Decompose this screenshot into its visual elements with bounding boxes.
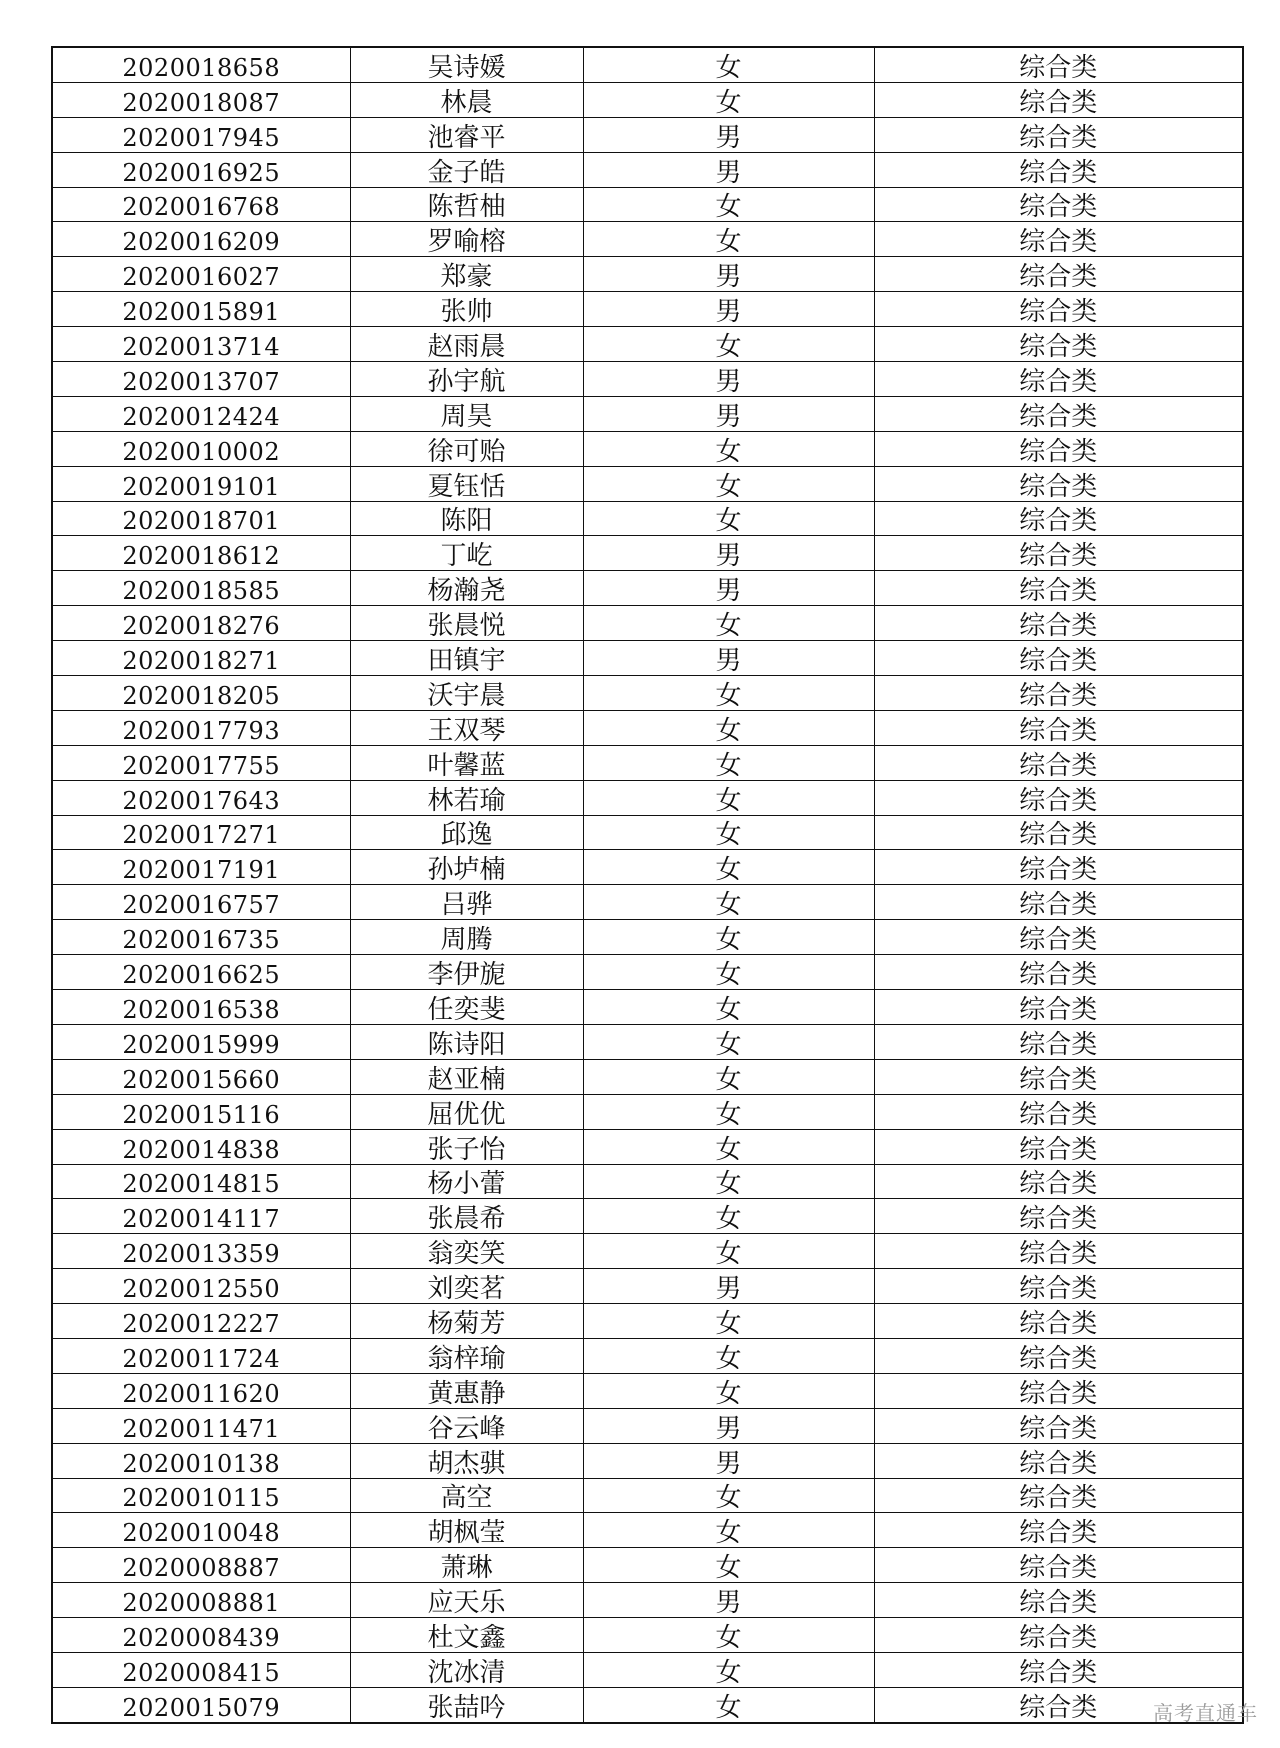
category-cell: 综合类 bbox=[874, 1478, 1243, 1513]
student-name-cell: 夏钰恬 bbox=[350, 466, 583, 501]
student-id-cell: 2020018276 bbox=[52, 606, 350, 641]
student-name-cell: 胡枫莹 bbox=[350, 1513, 583, 1548]
category-cell: 综合类 bbox=[874, 501, 1243, 536]
student-id-cell: 2020018271 bbox=[52, 641, 350, 676]
student-name-cell: 杨小蕾 bbox=[350, 1164, 583, 1199]
student-id-cell: 2020008415 bbox=[52, 1652, 350, 1687]
table-row bbox=[52, 780, 1243, 815]
gender-cell: 女 bbox=[583, 955, 874, 990]
table-row bbox=[52, 1687, 1243, 1722]
student-name-cell: 郑豪 bbox=[350, 257, 583, 292]
student-name-cell: 赵亚楠 bbox=[350, 1059, 583, 1094]
student-name-cell: 孙垆楠 bbox=[350, 850, 583, 885]
category-cell: 综合类 bbox=[874, 1338, 1243, 1373]
gender-cell: 女 bbox=[583, 327, 874, 362]
category-cell: 综合类 bbox=[874, 187, 1243, 222]
category-cell: 综合类 bbox=[874, 1164, 1243, 1199]
student-id-cell: 2020016735 bbox=[52, 920, 350, 955]
category-cell: 综合类 bbox=[874, 1304, 1243, 1339]
category-cell: 综合类 bbox=[874, 222, 1243, 257]
student-name-cell: 萧琳 bbox=[350, 1548, 583, 1583]
table-row bbox=[52, 1059, 1243, 1094]
student-id-cell: 2020018205 bbox=[52, 676, 350, 711]
category-cell: 综合类 bbox=[874, 676, 1243, 711]
student-id-cell: 2020010115 bbox=[52, 1478, 350, 1513]
student-name-cell: 张晨悦 bbox=[350, 606, 583, 641]
student-name-cell: 应天乐 bbox=[350, 1583, 583, 1618]
student-name-cell: 周昊 bbox=[350, 396, 583, 431]
table-body bbox=[52, 47, 1243, 1723]
student-name-cell: 翁奕笑 bbox=[350, 1234, 583, 1269]
gender-cell: 女 bbox=[583, 1338, 874, 1373]
table-row bbox=[52, 536, 1243, 571]
student-name-cell: 杜文鑫 bbox=[350, 1618, 583, 1653]
gender-cell: 女 bbox=[583, 1548, 874, 1583]
student-name-cell: 杨菊芳 bbox=[350, 1304, 583, 1339]
gender-cell: 女 bbox=[583, 1234, 874, 1269]
student-id-cell: 2020016925 bbox=[52, 152, 350, 187]
gender-cell: 女 bbox=[583, 1373, 874, 1408]
table-row bbox=[52, 1408, 1243, 1443]
category-cell: 综合类 bbox=[874, 117, 1243, 152]
category-cell: 综合类 bbox=[874, 780, 1243, 815]
table-row bbox=[52, 606, 1243, 641]
table-row bbox=[52, 1583, 1243, 1618]
gender-cell: 男 bbox=[583, 117, 874, 152]
gender-cell: 女 bbox=[583, 676, 874, 711]
student-id-cell: 2020018701 bbox=[52, 501, 350, 536]
student-name-cell: 吴诗媛 bbox=[350, 47, 583, 82]
category-cell: 综合类 bbox=[874, 1408, 1243, 1443]
table-row bbox=[52, 257, 1243, 292]
category-cell: 综合类 bbox=[874, 1687, 1243, 1722]
student-name-cell: 林晨 bbox=[350, 82, 583, 117]
category-cell: 综合类 bbox=[874, 1373, 1243, 1408]
student-name-cell: 孙宇航 bbox=[350, 362, 583, 397]
student-name-cell: 陈诗阳 bbox=[350, 1024, 583, 1059]
student-name-cell: 李伊旎 bbox=[350, 955, 583, 990]
category-cell: 综合类 bbox=[874, 466, 1243, 501]
category-cell: 综合类 bbox=[874, 292, 1243, 327]
gender-cell: 女 bbox=[583, 187, 874, 222]
category-cell: 综合类 bbox=[874, 327, 1243, 362]
student-name-cell: 陈哲柚 bbox=[350, 187, 583, 222]
student-id-cell: 2020010002 bbox=[52, 431, 350, 466]
category-cell: 综合类 bbox=[874, 1618, 1243, 1653]
student-name-cell: 叶馨蓝 bbox=[350, 745, 583, 780]
student-name-cell: 林若瑜 bbox=[350, 780, 583, 815]
category-cell: 综合类 bbox=[874, 1129, 1243, 1164]
gender-cell: 女 bbox=[583, 606, 874, 641]
table-row bbox=[52, 396, 1243, 431]
gender-cell: 男 bbox=[583, 362, 874, 397]
student-name-cell: 赵雨晨 bbox=[350, 327, 583, 362]
gender-cell: 女 bbox=[583, 1687, 874, 1722]
table-row bbox=[52, 1338, 1243, 1373]
student-id-cell: 2020012424 bbox=[52, 396, 350, 431]
gender-cell: 女 bbox=[583, 850, 874, 885]
table-row bbox=[52, 187, 1243, 222]
student-id-cell: 2020015999 bbox=[52, 1024, 350, 1059]
table-row bbox=[52, 1652, 1243, 1687]
student-name-cell: 屈优优 bbox=[350, 1094, 583, 1129]
student-id-cell: 2020019101 bbox=[52, 466, 350, 501]
student-id-cell: 2020014117 bbox=[52, 1199, 350, 1234]
gender-cell: 女 bbox=[583, 1094, 874, 1129]
student-id-cell: 2020018087 bbox=[52, 82, 350, 117]
gender-cell: 男 bbox=[583, 1583, 874, 1618]
table-row bbox=[52, 82, 1243, 117]
student-name-cell: 田镇宇 bbox=[350, 641, 583, 676]
gender-cell: 女 bbox=[583, 47, 874, 82]
category-cell: 综合类 bbox=[874, 885, 1243, 920]
gender-cell: 女 bbox=[583, 501, 874, 536]
table-row bbox=[52, 745, 1243, 780]
table-row bbox=[52, 117, 1243, 152]
category-cell: 综合类 bbox=[874, 955, 1243, 990]
category-cell: 综合类 bbox=[874, 850, 1243, 885]
student-id-cell: 2020016768 bbox=[52, 187, 350, 222]
student-id-cell: 2020018658 bbox=[52, 47, 350, 82]
table-row bbox=[52, 990, 1243, 1025]
table-row bbox=[52, 1618, 1243, 1653]
gender-cell: 女 bbox=[583, 1199, 874, 1234]
gender-cell: 女 bbox=[583, 885, 874, 920]
student-name-cell: 陈阳 bbox=[350, 501, 583, 536]
student-id-cell: 2020016625 bbox=[52, 955, 350, 990]
table-row bbox=[52, 1199, 1243, 1234]
student-name-cell: 金子皓 bbox=[350, 152, 583, 187]
gender-cell: 女 bbox=[583, 1024, 874, 1059]
table-row bbox=[52, 1024, 1243, 1059]
category-cell: 综合类 bbox=[874, 257, 1243, 292]
table-row bbox=[52, 222, 1243, 257]
table-row bbox=[52, 1129, 1243, 1164]
table-row bbox=[52, 292, 1243, 327]
student-id-cell: 2020014838 bbox=[52, 1129, 350, 1164]
student-name-cell: 张子怡 bbox=[350, 1129, 583, 1164]
table-row bbox=[52, 362, 1243, 397]
student-list-table bbox=[51, 46, 1244, 1724]
category-cell: 综合类 bbox=[874, 431, 1243, 466]
category-cell: 综合类 bbox=[874, 1548, 1243, 1583]
category-cell: 综合类 bbox=[874, 1583, 1243, 1618]
student-id-cell: 2020012550 bbox=[52, 1269, 350, 1304]
table-row bbox=[52, 920, 1243, 955]
table-row bbox=[52, 1269, 1243, 1304]
student-name-cell: 翁梓瑜 bbox=[350, 1338, 583, 1373]
student-name-cell: 沈冰清 bbox=[350, 1652, 583, 1687]
student-id-cell: 2020015116 bbox=[52, 1094, 350, 1129]
gender-cell: 男 bbox=[583, 536, 874, 571]
student-name-cell: 邱逸 bbox=[350, 815, 583, 850]
gender-cell: 男 bbox=[583, 641, 874, 676]
student-id-cell: 2020011471 bbox=[52, 1408, 350, 1443]
gender-cell: 女 bbox=[583, 745, 874, 780]
student-id-cell: 2020008887 bbox=[52, 1548, 350, 1583]
gender-cell: 男 bbox=[583, 1269, 874, 1304]
gender-cell: 男 bbox=[583, 571, 874, 606]
category-cell: 综合类 bbox=[874, 990, 1243, 1025]
gender-cell: 女 bbox=[583, 920, 874, 955]
category-cell: 综合类 bbox=[874, 606, 1243, 641]
student-id-cell: 2020013707 bbox=[52, 362, 350, 397]
table-row bbox=[52, 571, 1243, 606]
student-id-cell: 2020013359 bbox=[52, 1234, 350, 1269]
student-name-cell: 王双琴 bbox=[350, 710, 583, 745]
gender-cell: 女 bbox=[583, 1478, 874, 1513]
table-row bbox=[52, 885, 1243, 920]
student-id-cell: 2020016538 bbox=[52, 990, 350, 1025]
gender-cell: 男 bbox=[583, 1408, 874, 1443]
student-id-cell: 2020017191 bbox=[52, 850, 350, 885]
table-row bbox=[52, 1094, 1243, 1129]
table-row bbox=[52, 1548, 1243, 1583]
gender-cell: 女 bbox=[583, 1129, 874, 1164]
student-name-cell: 任奕斐 bbox=[350, 990, 583, 1025]
category-cell: 综合类 bbox=[874, 1269, 1243, 1304]
category-cell: 综合类 bbox=[874, 815, 1243, 850]
gender-cell: 女 bbox=[583, 710, 874, 745]
student-id-cell: 2020015079 bbox=[52, 1687, 350, 1722]
student-id-cell: 2020016209 bbox=[52, 222, 350, 257]
student-id-cell: 2020014815 bbox=[52, 1164, 350, 1199]
gender-cell: 男 bbox=[583, 1443, 874, 1478]
gender-cell: 女 bbox=[583, 1059, 874, 1094]
gender-cell: 女 bbox=[583, 1652, 874, 1687]
table-row bbox=[52, 1234, 1243, 1269]
student-id-cell: 2020017755 bbox=[52, 745, 350, 780]
gender-cell: 女 bbox=[583, 1164, 874, 1199]
category-cell: 综合类 bbox=[874, 571, 1243, 606]
table-row bbox=[52, 431, 1243, 466]
category-cell: 综合类 bbox=[874, 1094, 1243, 1129]
student-id-cell: 2020016757 bbox=[52, 885, 350, 920]
student-name-cell: 高空 bbox=[350, 1478, 583, 1513]
category-cell: 综合类 bbox=[874, 1059, 1243, 1094]
student-id-cell: 2020011620 bbox=[52, 1373, 350, 1408]
student-id-cell: 2020018585 bbox=[52, 571, 350, 606]
table-row bbox=[52, 466, 1243, 501]
gender-cell: 男 bbox=[583, 396, 874, 431]
category-cell: 综合类 bbox=[874, 396, 1243, 431]
category-cell: 综合类 bbox=[874, 536, 1243, 571]
student-name-cell: 丁屹 bbox=[350, 536, 583, 571]
student-name-cell: 沃宇晨 bbox=[350, 676, 583, 711]
student-id-cell: 2020017271 bbox=[52, 815, 350, 850]
category-cell: 综合类 bbox=[874, 1652, 1243, 1687]
table-row bbox=[52, 152, 1243, 187]
category-cell: 综合类 bbox=[874, 152, 1243, 187]
student-id-cell: 2020017643 bbox=[52, 780, 350, 815]
category-cell: 综合类 bbox=[874, 641, 1243, 676]
student-id-cell: 2020013714 bbox=[52, 327, 350, 362]
table-row bbox=[52, 710, 1243, 745]
gender-cell: 男 bbox=[583, 152, 874, 187]
category-cell: 综合类 bbox=[874, 1443, 1243, 1478]
student-name-cell: 刘奕茗 bbox=[350, 1269, 583, 1304]
student-id-cell: 2020016027 bbox=[52, 257, 350, 292]
table-row bbox=[52, 1164, 1243, 1199]
student-id-cell: 2020017945 bbox=[52, 117, 350, 152]
student-id-cell: 2020011724 bbox=[52, 1338, 350, 1373]
student-name-cell: 张喆吟 bbox=[350, 1687, 583, 1722]
student-id-cell: 2020018612 bbox=[52, 536, 350, 571]
student-name-cell: 杨瀚尧 bbox=[350, 571, 583, 606]
gender-cell: 女 bbox=[583, 1513, 874, 1548]
gender-cell: 女 bbox=[583, 1304, 874, 1339]
student-id-cell: 2020015891 bbox=[52, 292, 350, 327]
student-id-cell: 2020012227 bbox=[52, 1304, 350, 1339]
student-id-cell: 2020015660 bbox=[52, 1059, 350, 1094]
table-row bbox=[52, 850, 1243, 885]
table-row bbox=[52, 1373, 1243, 1408]
watermark-text: 高考直通车 bbox=[1153, 1701, 1258, 1725]
student-name-cell: 罗喻榕 bbox=[350, 222, 583, 257]
student-id-cell: 2020017793 bbox=[52, 710, 350, 745]
student-id-cell: 2020008881 bbox=[52, 1583, 350, 1618]
table-row bbox=[52, 1443, 1243, 1478]
category-cell: 综合类 bbox=[874, 82, 1243, 117]
table-row bbox=[52, 1478, 1243, 1513]
student-name-cell: 黄惠静 bbox=[350, 1373, 583, 1408]
category-cell: 综合类 bbox=[874, 1234, 1243, 1269]
gender-cell: 女 bbox=[583, 431, 874, 466]
student-name-cell: 胡杰骐 bbox=[350, 1443, 583, 1478]
student-name-cell: 张帅 bbox=[350, 292, 583, 327]
category-cell: 综合类 bbox=[874, 745, 1243, 780]
category-cell: 综合类 bbox=[874, 47, 1243, 82]
student-name-cell: 周腾 bbox=[350, 920, 583, 955]
table-row bbox=[52, 501, 1243, 536]
gender-cell: 男 bbox=[583, 257, 874, 292]
student-id-cell: 2020008439 bbox=[52, 1618, 350, 1653]
table-row bbox=[52, 815, 1243, 850]
gender-cell: 女 bbox=[583, 1618, 874, 1653]
category-cell: 综合类 bbox=[874, 710, 1243, 745]
student-name-cell: 池睿平 bbox=[350, 117, 583, 152]
table-row bbox=[52, 1513, 1243, 1548]
table-row bbox=[52, 327, 1243, 362]
student-name-cell: 吕骅 bbox=[350, 885, 583, 920]
table-row bbox=[52, 1304, 1243, 1339]
student-name-cell: 张晨希 bbox=[350, 1199, 583, 1234]
table-row bbox=[52, 676, 1243, 711]
student-name-cell: 徐可贻 bbox=[350, 431, 583, 466]
category-cell: 综合类 bbox=[874, 1513, 1243, 1548]
gender-cell: 男 bbox=[583, 292, 874, 327]
gender-cell: 女 bbox=[583, 466, 874, 501]
table-row bbox=[52, 47, 1243, 82]
gender-cell: 女 bbox=[583, 990, 874, 1025]
table-row bbox=[52, 955, 1243, 990]
student-id-cell: 2020010048 bbox=[52, 1513, 350, 1548]
category-cell: 综合类 bbox=[874, 1024, 1243, 1059]
gender-cell: 女 bbox=[583, 815, 874, 850]
student-id-cell: 2020010138 bbox=[52, 1443, 350, 1478]
gender-cell: 女 bbox=[583, 780, 874, 815]
gender-cell: 女 bbox=[583, 222, 874, 257]
category-cell: 综合类 bbox=[874, 920, 1243, 955]
table-row bbox=[52, 641, 1243, 676]
category-cell: 综合类 bbox=[874, 362, 1243, 397]
student-name-cell: 谷云峰 bbox=[350, 1408, 583, 1443]
category-cell: 综合类 bbox=[874, 1199, 1243, 1234]
gender-cell: 女 bbox=[583, 82, 874, 117]
